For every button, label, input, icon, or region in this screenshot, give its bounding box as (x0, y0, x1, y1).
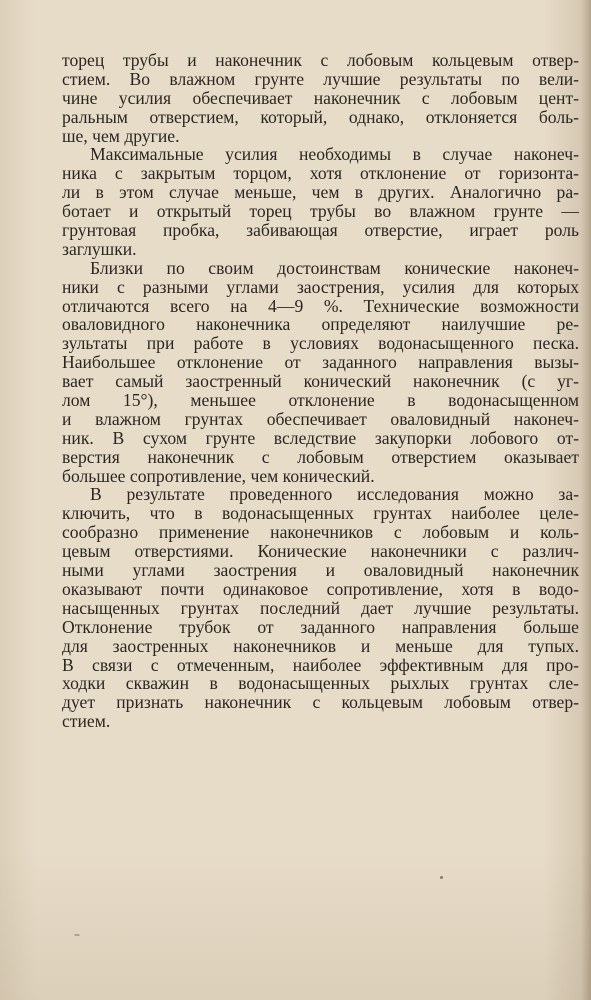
text-line: В результате проведенного исследования можно за- (90, 484, 579, 505)
print-speck (74, 934, 80, 936)
text-line: стием. (62, 711, 111, 732)
page-edge-shadow (581, 0, 591, 1000)
paragraph-4 (62, 485, 579, 731)
text-line: ника с закрытым торцом, хотя отклонение от горизонта- (62, 163, 579, 184)
text-line: ральным отверстием, который, однако, отклоняется боль- (62, 106, 579, 127)
text-line: чине усилия обеспечивает наконечник с лобовым цент- (62, 87, 579, 108)
text-line: лом 15°), меньшее отклонение в водонасыщенном (62, 390, 579, 411)
text-line: ключить, что в водонасыщенных грунтах наиболее целе- (62, 503, 579, 524)
text-line: заглушки. (62, 238, 137, 259)
text-line: ше, чем другие. (62, 125, 180, 146)
text-line: Наибольшее отклонение от заданного направления вызы- (62, 352, 579, 373)
text-line: насыщенных грунтах последний дает лучшие результаты. (62, 597, 579, 618)
text-line: ботает и открытый торец трубы во влажном грунте — (62, 201, 579, 222)
text-line: большее сопротивление, чем конический. (62, 465, 375, 486)
text-line: зультаты при работе в условиях водонасыщенного песка. (62, 333, 579, 354)
text-line: Близки по своим достоинствам конические наконеч- (90, 257, 579, 278)
paragraph-3 (62, 259, 579, 486)
text-line: верстия наконечник с лобовым отверстием оказывает (62, 446, 579, 467)
text-line: цевым отверстиями. Конические наконечники с различ- (62, 541, 579, 562)
text-line: сообразно применение наконечников с лобовым и коль- (62, 522, 579, 543)
print-speck (440, 876, 443, 879)
text-line: Максимальные усилия необходимы в случае наконеч- (90, 144, 579, 165)
body-text (62, 51, 579, 731)
text-line: ходки скважин в водонасыщенных рыхлых грунтах сле- (62, 673, 579, 694)
text-line: торец трубы и наконечник с лобовым кольцевым отвер- (62, 50, 579, 70)
text-line: Отклонение трубок от заданного направления больше (62, 616, 579, 637)
text-line: ли в этом случае меньше, чем в других. Аналогично ра- (62, 182, 579, 203)
text-line: ник. В сухом грунте вследствие закупорки лобового от- (62, 427, 579, 448)
text-line: для заостренных наконечников и меньше для тупых. (62, 635, 579, 656)
text-line: В связи с отмеченным, наиболее эффективным для про- (62, 654, 579, 675)
text-line: и влажном грунтах обеспечивает оваловидный наконеч- (62, 408, 579, 429)
text-line: грунтовая пробка, забивающая отверстие, играет роль (62, 220, 579, 241)
text-line: дует признать наконечник с кольцевым лобовым отвер- (62, 692, 579, 713)
text-line: ники с разными углами заострения, усилия для которых (62, 276, 579, 297)
paragraph-2 (62, 145, 579, 258)
text-line: оваловидного наконечника определяют наилучшие ре- (62, 314, 579, 335)
text-line: ными углами заострения и оваловидный наконечник (62, 560, 579, 581)
text-line: отличаются всего на 4—9 %. Технические возможности (62, 295, 579, 316)
text-line: вает самый заостренный конический наконечник (с уг- (62, 371, 579, 392)
text-line: стием. Во влажном грунте лучшие результаты по вели- (62, 68, 579, 89)
paragraph-1 (62, 51, 579, 145)
text-line: оказывают почти одинаковое сопротивление, хотя в водо- (62, 578, 579, 599)
